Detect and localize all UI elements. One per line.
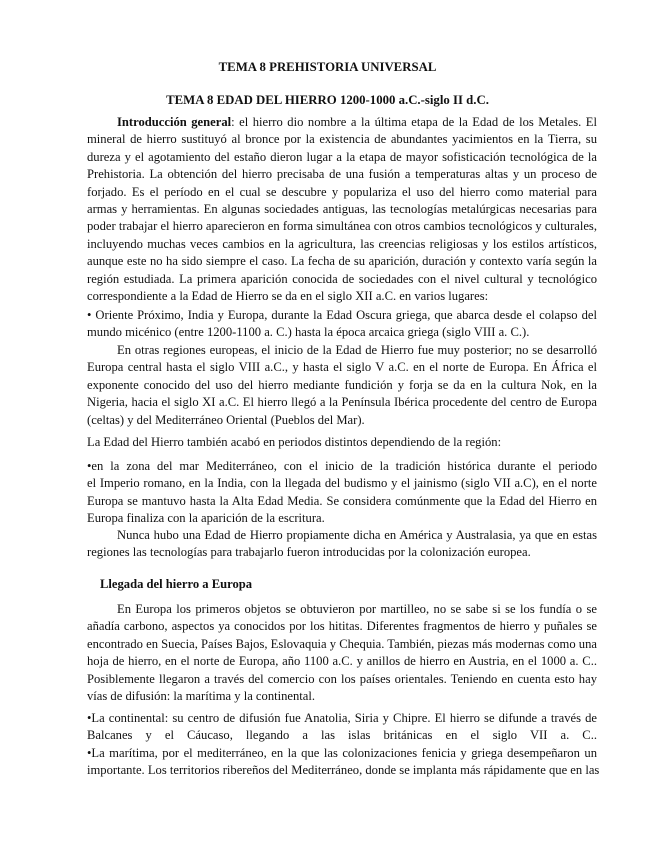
paragraph-introduction	[87, 114, 597, 305]
text-line: hoja de hierro, en el norte de Europa, año 1100 a.C. y anillos de hierro en Austria, en el 1000 a. C..	[87, 654, 597, 669]
text-line: Introducción general: el hierro dio nombre a la última etapa de la Edad de los Metales. El	[117, 115, 597, 129]
text-line: forjado. Es el período en el cual se descubre y populariza el uso del hierro como material para	[87, 184, 597, 199]
paragraph-bullet-oriente	[87, 307, 597, 342]
text-line: aunque este no ha sido siempre el caso. La fecha de su aparición, duración y contexto varía según la	[87, 254, 597, 269]
text-line: vías de difusión: la marítima y la continental.	[87, 688, 316, 703]
text-line: encontrado en Suecia, Países Bajos, Eslovaquia y Chequia. También, piezas más modernas como una	[87, 636, 597, 651]
text-line: importante. Los territorios ribereños del Mediterráneo, donde se implanta más rápidamente que en las	[87, 763, 600, 778]
text-line: Nunca hubo una Edad de Hierro propiamente dicha en América y Australasia, ya que en estas	[117, 528, 597, 542]
text-line: armas y herramientas. En algunas sociedades antiguas, las tecnologías metalúrgicas necesarias para	[87, 201, 597, 216]
text-line: Posiblemente llegaron a través del comercio con los países orientales. Teniendo en cuenta esto hay	[87, 671, 597, 686]
text-line: Balcanes y el Cáucaso, llegando a las islas británicas en el siglo VII a. C..	[87, 728, 597, 743]
paragraph-america	[87, 527, 597, 562]
text-line: Prehistoria. La obtención del hierro precisaba de una fusión a temperaturas altas y un proceso de	[87, 167, 597, 182]
text-line: región estudiada. La primera aparición conocida de sociedades con el nivel cultural y tecnológico	[87, 271, 597, 286]
text-line: añadía carbono, aspectos ya conocidos por los hititas. Diferentes fragmentos de hierro y puñales se	[87, 619, 597, 634]
text-line: •La marítima, por el mediterráneo, en la que las colonizaciones fenicia y griega desempeñaron un	[87, 745, 597, 760]
text-line: poder trabajar el hierro aparecieron en forma simultánea con otros cambios tecnológicos y culturales,	[87, 219, 597, 234]
section-heading: Llegada del hierro a Europa	[100, 577, 253, 591]
text-line: En otras regiones europeas, el inicio de la Edad de Hierro fue muy posterior; no se desarrolló	[117, 343, 597, 357]
text-line: mineral de hierro sustituyó al bronce por la existencia de abundantes yacimientos en la Tierra, su	[87, 132, 597, 147]
paragraph-bullet-mediterraneo	[87, 458, 597, 528]
text-line: exponente conocido del uso del hierro mediante fundición y forja se da en la cultura Nok, en la	[87, 377, 597, 392]
paragraph-otras-regiones	[87, 342, 597, 429]
text-line: mundo micénico (entre 1200-1100 a. C.) hasta la época arcaica griega (siglo VIII a. C.).	[87, 325, 530, 340]
document-subtitle: TEMA 8 EDAD DEL HIERRO 1200-1000 a.C.-siglo II d.C.	[166, 93, 489, 107]
paragraph-fin-edad-hierro	[87, 434, 597, 451]
document-title: TEMA 8 PREHISTORIA UNIVERSAL	[218, 60, 437, 74]
text-line: regiones las tecnologías para trabajarlo fueron introducidas por la colonización europea.	[87, 545, 531, 560]
paragraph-vias-difusion	[87, 710, 600, 780]
text-line: Nigeria, hacia el siglo XI a.C. El hierro llegó a la Península Ibérica procedente del centro de Europa	[87, 395, 597, 410]
text-line: Europa se mantuvo hasta la Alta Edad Media. Se considera comúnmente que la Edad del Hierro en	[87, 493, 597, 508]
text-line: Europa finaliza con la aparición de la escritura.	[87, 511, 325, 526]
paragraph-europa	[87, 601, 597, 705]
text-line: La Edad del Hierro también acabó en periodos distintos dependiendo de la región:	[87, 435, 502, 449]
text-line: • Oriente Próximo, India y Europa, durante la Edad Oscura griega, que abarca desde el colapso del	[87, 308, 597, 322]
text-line: (celtas) y del Mediterráneo Oriental (Pueblos del Mar).	[87, 412, 365, 427]
text-line: dureza y el agotamiento del estaño dieron lugar a la etapa de mayor sofisticación tecnológica de la	[87, 149, 597, 164]
text-line: •en la zona del mar Mediterráneo, con el inicio de la tradición histórica durante el periodo	[87, 459, 597, 473]
text-line: •La continental: su centro de difusión fue Anatolia, Siria y Chipre. El hierro se difunde a través de	[87, 711, 597, 725]
intro-label: Introducción general	[117, 115, 232, 129]
text-line: el Imperio romano, en la India, con la llegada del budismo y el jainismo (siglo VII a.C), en el norte	[87, 476, 597, 491]
text-line: En Europa los primeros objetos se obtuvieron por martilleo, no se sabe si se los fundía o se	[117, 602, 597, 616]
text-line: incluyendo muchas veces cambios en la agricultura, las creencias religiosas y los estilos artísticos,	[87, 236, 597, 251]
text-line: Europa central hasta el siglo VIII a.C., y hasta el siglo V a.C. en el norte de Europa. En África el	[87, 360, 597, 375]
text-line: correspondiente a la Edad de Hierro se da en el siglo XII a.C. en varios lugares:	[87, 288, 489, 303]
